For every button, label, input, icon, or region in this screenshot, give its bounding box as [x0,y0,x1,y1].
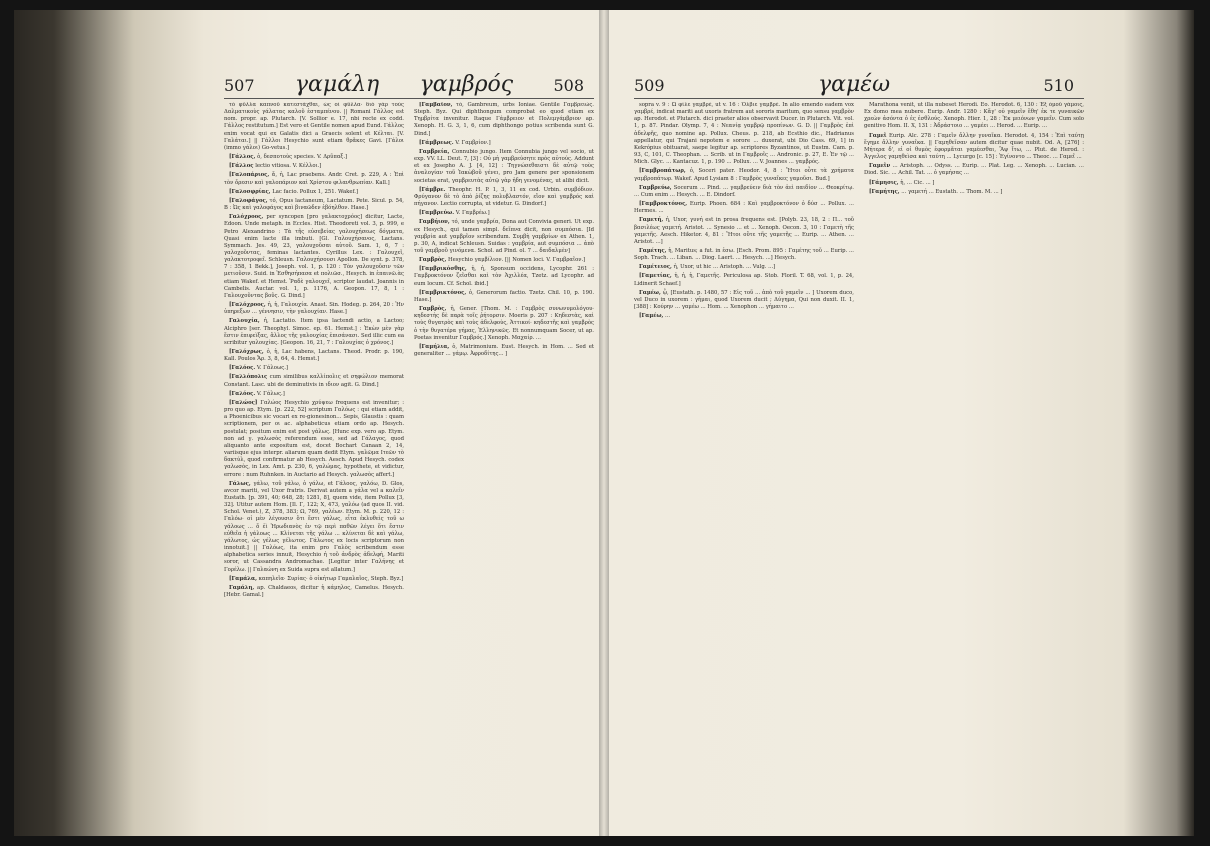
dictionary-entry [864,180,1084,187]
entry-lemma: [Γαλόος. [229,390,256,397]
entry-text: ἡ, ἡ, Sponsum occidens, Lycophr. 261 : Γαμβροκτόνον ζεῖσθαι καὶ τὸν Ἀχιλλέα, Tzetz. ad Lycophr. ad eum locum. Cf. Schol. ibid.] [414,266,594,287]
entry-lemma: [Γαμετίας, [639,273,672,280]
entry-text: ἡ, ... Cic. ... ] [900,179,935,186]
entry-lemma: [Γάμβρε. [419,186,446,193]
dictionary-entry [414,266,594,287]
dictionary-entry [634,264,854,271]
dictionary-entry [864,163,1084,177]
text-column [864,102,1084,834]
entry-lemma: Γαμβρὸς, [419,257,447,264]
dictionary-entry [224,576,404,583]
dictionary-entry [224,585,404,599]
dictionary-entry [634,168,854,182]
entry-text: V. Γάλοως.] [256,365,288,372]
running-headword: γαμβρός [419,72,514,97]
dictionary-entry [414,140,594,147]
entry-lemma: [Γαμέω, [639,313,664,320]
entry-text: ὁ, ἡ, Lac habens, Lactans. Theod. Prodr. p. 190, Kall. Poulos Ἄρ. 3, 8, 64, 4. Hemst.] [224,349,404,363]
entry-lemma: [Γαμβαῖον, [419,102,453,108]
entry-lemma: [Γάμησις, [869,179,899,186]
entry-lemma: Γαμάλη, [229,584,255,591]
dictionary-entry [224,302,404,316]
dictionary-entry [224,400,404,479]
entry-lemma: [Γαλοφάγος, [229,197,268,204]
dictionary-entry [224,349,404,363]
entry-lemma: [Γαλόος. [229,365,256,372]
entry-lemma: Γαμβρεύω, [639,184,672,191]
entry-lemma: Γαμεῖ [869,132,887,139]
dictionary-entry [634,248,854,262]
entry-lemma: Γαμβρεία, [419,148,450,155]
text-column [224,102,404,834]
entry-text: τὸ φῦλλα καπνοῦ κατεστάχθαι, ὡς οἱ φῦλλα· διὸ γάρ τοὺς Δαλματικοὺς γάλατας καλοῦ ἐσταμπένου. || Romani Γάλλος est nom. propr. ap. Plutarch. [V. Sollior e. 17, nbi recte ex codd. Γάλλος restitutum.] Est vero et Gentile nomen apud Eund. Γάλλος enim vocat qui ex Galatis dici a Graecis solent et Κέλται. [V. Γαλάται.] || Γάλλοι Hesychio sunt etiam θρᾶκες Gavi. [Γάλοι (immo γάλοι) Go-vetus.] [224,102,404,151]
entry-text: ἡ, Maritus; a fut. in ἐσω. [Esch. Prom. 895 : Γαμέτης τοῦ ... Eurip. ... Soph. Trach. ... Liban. ... Diog. Laert. ... Hesych. ...] Hesych. [634,247,854,262]
dictionary-entry [414,290,594,304]
text-columns [224,102,594,834]
entry-lemma: [Γαμβρικτόνος, [419,289,467,296]
text-column [414,102,594,834]
entry-lemma: Γαλουχία, [229,318,260,325]
dictionary-entry [414,257,594,264]
entry-lemma: [Γαλλόπολις [229,374,268,381]
dictionary-entry [224,172,404,186]
entry-lemma: [Γαμήτης, [869,188,900,195]
entry-text: καπηλεῖα· Συρίας· ὁ οἰκήτωρ Γαμαλαῖος, Steph. Byz.] [258,575,404,582]
entry-text: τό, Gambreum, urbs Ioniae. Gentile Γαμβρειώς. Steph. Byz. Qui diphthongum comprobat eo quod etiam ex Τημβρίτα invenitur. Itaque Γάμβρειον et Πολεμγάμβριον ap. Xenoph. H. G. 3, 1, 6, cum diphthongo potius scribenda sunt G. Dind.] [414,102,594,137]
entry-text: ἡ, Uxor, γυνή est in prosa frequens est. [Polyb. 23, 18, 2 : Π... τοῦ βασιλέως γαμετή. Aristot. ... Synesio ... et ... Xenoph. Oecon. 3, 10 : Γαμετὴ τῆς γαμετῆς. Aesch. Hiketor. 4, 81 : Ἤτοι οὔτε τῆς γαμετῆς ... Eurip. ... Athen. ... Aristot. ...] [634,217,854,245]
entry-lemma: Γαμβήιον, [419,219,450,226]
entry-lemma: Γαμβρὸς, [419,306,447,313]
entry-text: Connubio jungo. Item Connubia jungo vel socio, ut exp. VV. LL. Deut. 7, [3] : Οὐ μὴ γαμβρεύσητε πρὸς αὐτούς. Addunt et ex Josepho A. J. [4, 12] : Τηγνώσεθαιστι δὲ αὐτῷ τοὺς ἀναλογίαν τοῦ Ἰακὼβοῦ γένει, pro Jam genere per sponsionem societas erat, γαμβρευτὰς αὐτῷ γὰρ ἠδη γενομένας, ut alibi dicit. [414,148,594,184]
entry-text: Eurip. Alc. 278 : Γαμεῖν ἄλλην γυναῖκα. Herodot. 4, 154 : Ἐπὶ ταύτῃ ἔγημε ἄλλην γυναῖκα. || Γαμηθεῖσαν autem dicitur quae nubit. Od. A, [276] : Μήτερα δ', εἰ οἱ θυμὸς ἐφορμᾶται γαμέεσθαι, Ἂψ ἴτω, ... Plut. de Herod. : Ἀγγελος γαμηθεὶσα καὶ ταύτη ... Lycurgo [c. 15] : Ἐγίνοντο ... Theoc. ... Γαμεῖ ... [864,132,1084,161]
dictionary-entry [224,214,404,300]
entry-lemma: [Γαμάλα, [229,575,257,582]
dictionary-entry [224,102,404,152]
dictionary-entry [224,391,404,398]
entry-text: τό, unde γαμβρία, Dona aut Convivia generi. Ut exp. ex Hesych., qui tamen simpl. δεῖπνα dicit, non συμπόσια. [Id γαμβρία aut γαμβρῖον scribendum. Συμβὴ γαμβρίων ex Athen. 1, p. 30, A, indicat Schleusn. Suidas : γαμβρία, aut συμπόσια ... ἀπὸ τοῦ γαμβροῦ γινόμενα. Schol. ad Pind. ol. 7 ... δαιδαλμὲν] [414,219,594,254]
dictionary-entry [414,102,594,138]
entry-lemma: [Γαμβρικόσθης, [419,266,467,273]
entry-text: ἡ, Lactatio. Item ipsa lactendi actio, a Lactoo; Alciphro [ser. Theophyl. Simoc. ep. 61. Hemst.] : Ἐκὼν μὲν γὰρ ἔστιν ἐπιφεὶξας, ἄλλος τῆς γαλουχίας ἐπισάνασι. Sed illic cum ea scribitur γαλουχίας. [Geopon. 16, 21, 7 : Γαλουχίας ὁ χρόνος.] [224,318,404,346]
entry-lemma: Γάλως, [229,480,251,487]
entry-text: ἡ, Uxor, ut hic ... Aristoph. ... Vulg. ...] [673,264,776,271]
header-rule [224,98,594,99]
entry-text: Marathona venit, ut illa nubeset Herodi. Eo. Herodot. 6, 130 : Ἐξ ὁμοῦ γάμοις, Ex domo mea nubere. Eurip. Andr. 1280 : Κἄγ' οὐ γαμεῖν ἔθη' ἐκ τε γυναικῶν χρεὼν ἀσόντα ὁ ἐς ἐσθλούς. Xenoph. Hier. 1, 28 : Ἐκ μειόνων γαμεῖν. Cum solo genitivo Hom. II. Χ, 131 : Ἀδράστοιο ... γαμέει ... Herod. ... Eurip. ... [864,102,1084,130]
book-spread [14,10,1194,836]
dictionary-entry [224,374,404,388]
entry-lemma: [Γάλλος, [229,154,256,161]
entry-text: ἄ, ἡ, Lac praebens. Andr. Cret. p. 229, A : Ἐπὶ τὸν ὄρεσιν καὶ γαλοπάριον καὶ Χρίστου φιλανθρωπίαν. Kall.] [224,172,404,186]
header-rule [634,98,1084,99]
entry-lemma: [Γαλοπάριος, [229,172,270,179]
entry-text: Theophr. H. P. 1, 3, 11 ex cod. Urbin. συμβόδιον. Φρύγανον δὲ τὸ ἀπὸ ῥίζης πολυβλαστόν, εἴον καὶ γαμβρός καὶ πήγανον. Lectio corrupta, ut videtur. G. Dindorf.] [414,186,594,208]
entry-lemma: Γαμέτειος, [639,264,672,271]
entry-lemma: Γαμεῖν [869,163,891,170]
dictionary-entry [224,318,404,347]
entry-text: cum similibus καλλίπολις et σηφώλιον memorat Constant. Lasc. ubi de deminutivis in ιδιον agit. G. Dind.] [224,374,404,388]
running-headword: γαμέω [817,72,891,97]
text-columns [634,102,1084,834]
dictionary-entry [414,344,594,358]
entry-text: per syncopen [pro γαλακτοχρόος] dicitur, Lacte, Edoon. Unde metaph. in Eccles. Hist. Theodoreti vol. 3, p. 999, e Petro Alexandrino : Τὰ τῆς εὐσεβείας γαλουχήσεως δόγματα, Quasi enim lacte illa imbuti. [Gl. Γαλουχήσανος, Lactans. Symmach. Jes. 49, 23, γαλουχοῦσαι αὐτοῦ. Sam. 1, 6, 7 : γαλοχοῦντας, feminas lactantes. Cyrillus Lex. : Γαλουχεῖ, γαλακτοτροφεῖ. Schleusn. Γαλουχήσουσι Apollon. De synt. p. 378, 7 : 358, 1 Bekk.], Joseph. vol. 1, p. 120 : Τὸν γαλουχοῦσιν τῶν μετιοῦσιν. Suid. in Ἐσθησήπασα et πολιῶσ., Hesych. in ἐπαινῶ.ὰς etiam Wakef. et Hemst. Ῥαδὲ γαλουχεῖ, scriptor laudat. Joannis in Cambelis. Auctar. vol. 1, p. 1176, A. Geopon. 17, 8, 1 : Γαλουχοῦντας βοῦς. G. Dind.] [224,214,404,299]
entry-text: ὁ, δεσποτοὺς species. V. Δρῦπαξ.] [257,154,348,161]
dictionary-entry [414,187,594,208]
entry-text: γάλω, τοῦ γάλω, ὁ γάλω, et Γάλοος, γαλόω, D. Glos, avcor mariti, vel Uxor fratris. Derivat autem a γάλα vel a καλεῖν Eustath. [p. 391, 40; 648, 28; 1281, 8], quem vide, item Pollux [3, 32]. Utitur autem Hom. [Il. Γ, 122; X, 473, γαλόω (ad quos II. vid. Schol. Venet.), Ζ, 378, 383; Ω, 769, γαλέων. Etym. M. p. 220, 12 : Γαλόω· οἱ μὲν λέγουσιν ὅτι ἔστι γάλως, εἶτα ἐκλυθεὶς τοῦ ω γάλοως ... ὅ ἐὶ Ἡρωδιανὸς ἐν τῷ περὶ παθῶν λέγει ὅτι ἔστιν εὐθεῖα ἡ γάλοως ... Κλίνεται τῆς γάλω ... κλίνεται δὲ καὶ γάλω, γάλωτος, ὡς γέλως γέλωτος. Γάλωτος ex locis scriptorum non innotuit.] || Γαλόως, ita enim pro Γαλὸς scribendum esse alphabetica series innuit, Hesychio ἡ τοῦ ἀνδρὸς ἀδελφή, Mariti soror, ut Cassandra Andromachae. [Legitur inter Γαλήνης et Γορέλω. || Γαλαώνη ex Suida supra est allatum.] [224,480,404,573]
entry-lemma: [Γάμβρεως. [419,139,454,146]
dictionary-entry [224,481,404,574]
dictionary-entry [634,273,854,287]
entry-lemma: [Γαλώος] [229,399,258,406]
left-page [14,10,604,836]
entry-text: Γαλώος Hesychio χρύψεω frequens est invenitur; : pro quo ap. Etym. [p. 222, 52] scriptum Γαλόως : qui etiam addit, a Phoenicibus sic vocari ex re-gionesinon... Sepis, Glaustis : quam scriptionem, per οι ac. alphabeticus etiam ordo ap. Hesych. postulat; positum enim est post γάλως. [Hunc exp. vero ap. Etym. non ad γ. γαλωσὸς referendum esse, sed ad Γάλαγος, quod aliquanto ante expositum est, docet Bochart Canaan 2, 14, variisque ejus interpr. aliarum quam dedit Etym. γαλῶμα Ιτεῶν τὸ δακτύλ, quod confirmatur ab Hesych. Aesch. Apud Hesych. codex γαλωσὸς, in Lex. Amt. p. 230, 6, γαλώμας, hypothete, et vidictur, errore : num Ruhnken. in Auctario ad Hesych. γαλωσὸς affert.] [224,399,404,478]
dictionary-entry [414,210,594,217]
entry-text: ἡ, Gener. [Thom. M. : Γαμβρὸς συνωνυμολόγου· κηδεστὴς δὲ παρὰ τοῖς ῥήτορσιν. Moeris p. 207 : Κηδεστὰς, καὶ τοὺς θυγατρὸς καὶ τοὺς ἀδελφοὺς, Ἀττικοί· κηδεστῆς καὶ γαμβρὸς ὁ τὴν θυγατέρα γήμας, Ἑλληνικῶς. Et nonnumquam Socer, ut ap. Poetas invenitur Γαμβρός.] Xenoph. Μαχαίρ. ... [414,306,594,341]
dictionary-entry [414,219,594,255]
dictionary-entry [224,163,404,170]
entry-text: ... γαμετή ... Eustath. ... Thom. M. ... ] [901,188,1003,195]
dictionary-entry [864,133,1084,162]
entry-lemma: Γαμετή, [639,217,664,224]
entry-text: ἡ, ἡ, ἡ, Γαμετῆς. Periculosa ap. Stob. Floril. T. 68, vol. 1, p. 24, Lidinerit Schaef.] [634,273,854,287]
dictionary-entry [224,365,404,372]
dictionary-entry [414,149,594,185]
left-page-header [224,72,584,98]
right-page [604,10,1194,836]
entry-lemma: [Γαμβροπάτωρ, [639,168,686,175]
entry-lemma: Γαμέω, [639,289,661,296]
entry-lemma: [Γαμβρεύω. [419,210,455,217]
page-number: 510 [1043,76,1074,95]
dictionary-entry [864,102,1084,131]
entry-text: Socerum ... Pind. ... γαμβρεύειν διὰ τὸν ἀεὶ παιδίον ... Θεοκρίτῳ. ... Cum enim ... Hesych. ... E. Dindorf. [634,184,854,198]
entry-lemma: [Γαλόχροος, [229,302,266,309]
dictionary-entry [634,217,854,246]
entry-text: Hesychio γαμβίλιον. [|| Nomen loci. V. Γαμβραῖον.] [448,257,586,264]
dictionary-entry [634,290,854,311]
entry-text: ... [665,313,671,320]
dictionary-entry [864,189,1084,196]
entry-text: V. Γαμβρίον.] [455,139,491,146]
entry-text: ap. Chaldaeos, dicitur ἡ κάμηλος, Camelus. Hesych. [Hebr. Gamal.] [224,584,404,598]
entry-lemma: Γαμέτης, [639,247,667,254]
text-column [634,102,854,834]
right-page-header [634,72,1074,98]
entry-text: ὁ, Soceri pater. Heodor. 4, 8 : Ἤτοι οὗτε τὰ χρήματα γαμβροπάτωρ. Wakef. Apud Lysiam 8 : Γαμβρὸς γυναῖκες γαμοῦσι. Bud.] [634,168,854,182]
dictionary-entry [634,313,854,320]
entry-text: lectio vitiosa. V. Κέλλοι.] [255,163,322,170]
entry-text: Eurip. Phoen. 684 : Καὶ γαμβροκτόνον ὁ δύσ ... Pollux. ... Hermes. ... [634,201,854,215]
dictionary-entry [224,198,404,212]
dictionary-entry [634,201,854,215]
entry-lemma: Γαλόχροος, [229,214,264,221]
entry-lemma: [Γαλοσφρίας, [229,188,271,195]
entry-text: ... Aristoph. ... Odyss. ... Eurip. ... Plat. Leg. ... Xenoph. ... Lucian. ... Diod. Sic. ... Achil. Tat. ... ὁ γαμήσας ... [864,163,1084,177]
dictionary-entry [224,189,404,196]
entry-text: V. Γαμβρέω.] [455,210,490,217]
entry-text: ὁ, Matrimonium. Eust. Hesych. in Hom. ... Sed et generaliter ... γάμῳ. Ἀφροδίτης... ] [414,343,594,357]
entry-text: ὁ, Generorum factio. Tzetz. Chil. 10, p. 190. Hase.] [414,289,594,303]
entry-lemma: [Γαλόχρως, [229,349,264,355]
dictionary-entry [634,185,854,199]
dictionary-entry [224,154,404,161]
entry-text: τό, Opus lactaneum, Lactatum. Pete. Sicul. p. 54, B : Ὡς καὶ γαλοφάγος καὶ βιναῶδεν ἐβόηλθον. Hase.] [224,197,404,212]
book-gutter [599,10,609,836]
entry-text: ᾧ, [Eustath. p. 1480, 57 : Εἰς τοῦ ... ἀπὸ τοῦ γαμεῖν ... ] Uxorem duco, vel Duco in uxorem : γήμαι, quod Uxorem ducit ; Δύγημα, Qui non duxit. II. 1, [388] : Κούρην ... γαμέω ... Hom. ... Xenophon ... γήμαιτο ... [634,289,854,311]
entry-text: sopra v. 9 : Ὦ φίλε γαμβρέ, ut v. 16 : Ὁλβιε γαμβρέ. In alio emendo eadem vox γαμβρέ, indicat mariti aut uxoris fratrem aut sororis maritum, quo sensu γαμβρὸν ap. Herodot. et Plutarch. dici praeter alios observavit Ducer. in Plutarch. Vit. vol. 1, p. 87. Pindar. Olymp. 7, 4 : Νεανίᾳ γαμβρῷ προπίνων. G. D. || Γαμβρὸς ἐπὶ ἀδελφῆς, quo nomine ap. Pollux. Cheus. p. 218, ab Ecsthio dic., Hadrianus appellatur, qui Trajani nepotem e sorore ... duxerat, ubi Dio Cass. 69, 1] in Kekrόpius obituarat, saepe legitur ap. scriptores Byzantinos, ut Eustm. Cam. p. 93, C, 101, C. Theophan. ... Scrib. ut in Γαμβροῖς ... Andronic. p. 27, E. Ἐν τῷ ... Mich. Glyc. ... Kantacuz. 1, p. 190 ... Pollux. ... V. Joannes ... γαμβρός. [634,102,854,166]
entry-text: ἡ, ἡ, Γαλουχία. Anast. Sin. Hodeg. p. 264, 20 : Ἡν ὑπηρεξων ... γέννησιν, τὴν γαλουχίαν. Hase.] [224,302,404,316]
page-number: 508 [553,76,584,95]
entry-lemma: [Γάλλος [229,163,254,170]
dictionary-entry [414,306,594,342]
running-headword: γαμάλη [294,72,380,97]
entry-lemma: [Γαμβροκτόνος, [639,201,688,208]
entry-text: Lac facio. Pollux 1, 251. Wakef.] [272,188,359,195]
page-number: 507 [224,76,255,95]
page-number: 509 [634,76,665,95]
entry-lemma: [Γαμήλια, [419,343,450,350]
dictionary-entry [634,102,854,166]
entry-text: V. Γάλως.] [256,390,285,397]
